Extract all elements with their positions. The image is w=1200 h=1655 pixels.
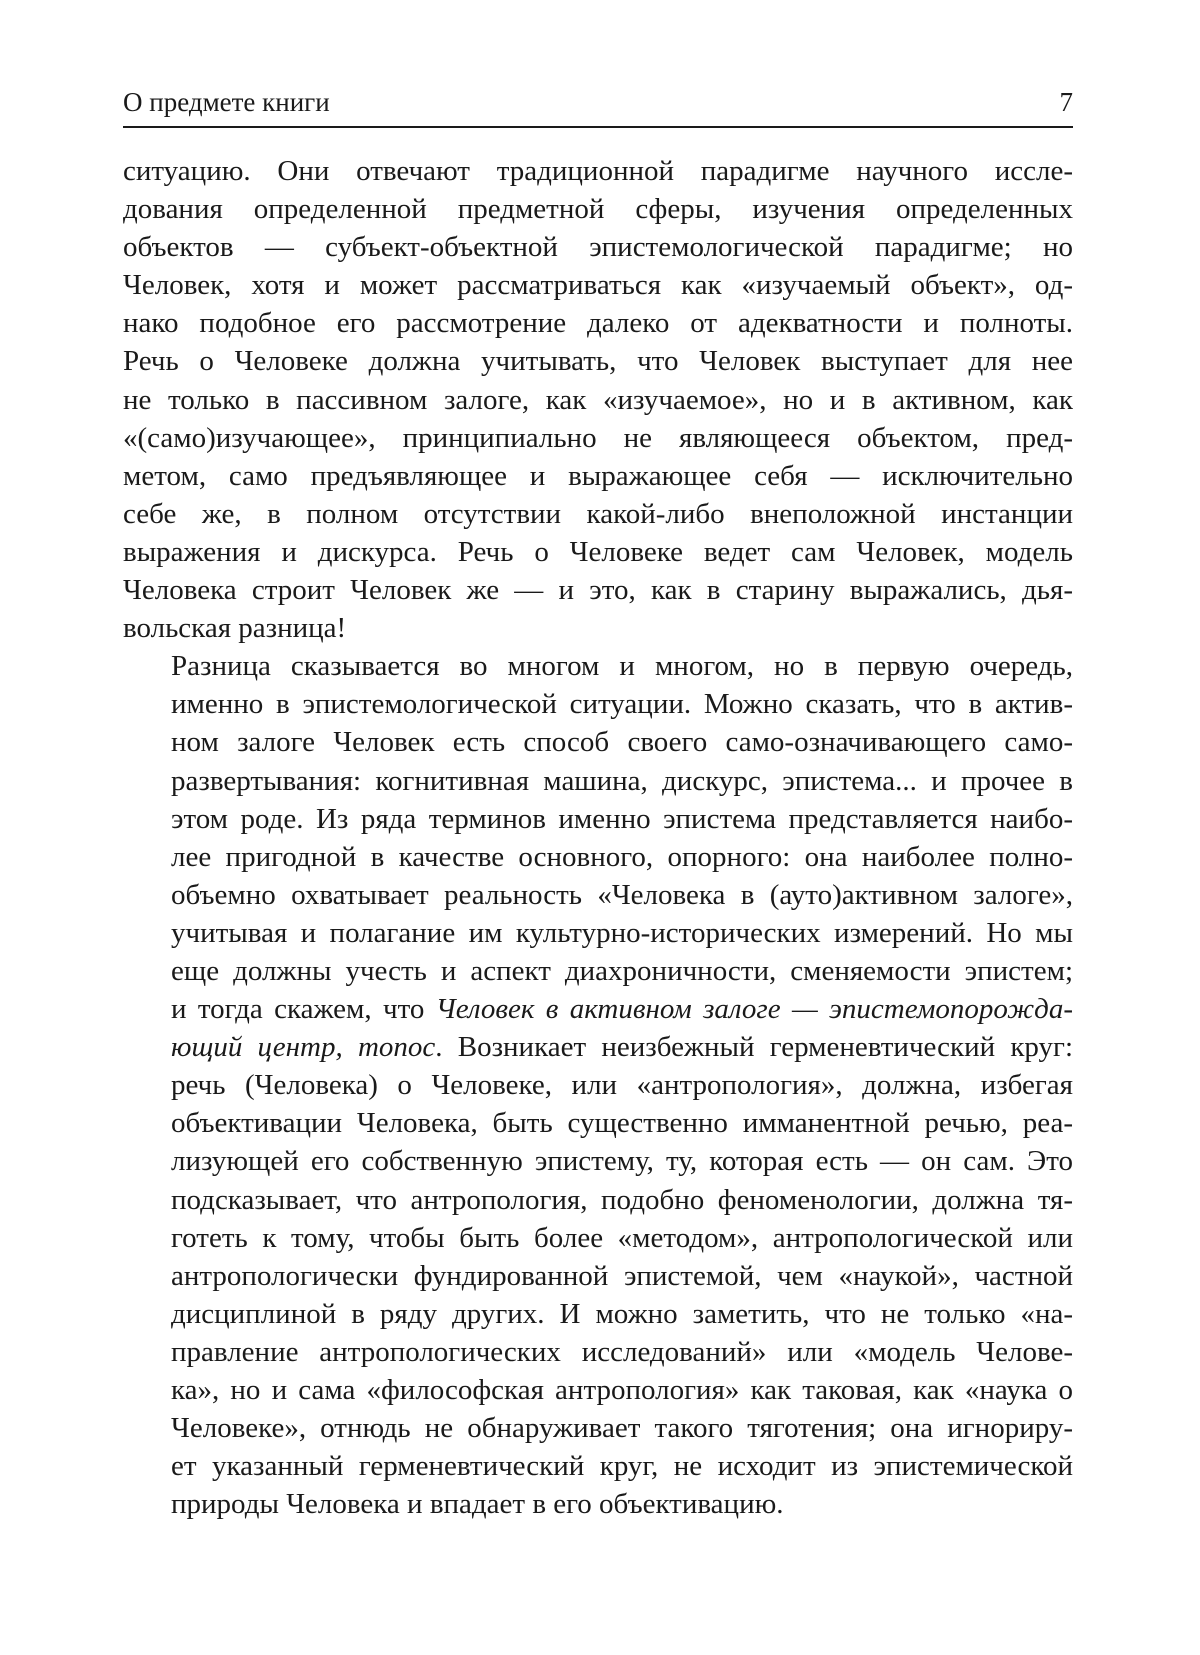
text-line: ном залоге Человек есть способ своего само-означивающего само- [171,726,1073,759]
text-line: дисциплиной в ряду других. И можно заметить, что не только «на- [171,1297,1073,1330]
text-line: ка», но и сама «философская антропология» как таковая, как «наука о [171,1374,1073,1406]
body-text [123,152,1073,1523]
text-line: дования определенной предметной сферы, изучения определенных [123,193,1073,226]
text-line: развертывания: когнитивная машина, дискурс, эпистема... и прочее в [171,764,1073,797]
paragraph-1 [123,152,1073,647]
text-line: Речь о Человеке должна учитывать, что Человек выступает для нее [123,345,1073,378]
text-run: и тогда скажем, что [171,993,436,1026]
text-line: ет указанный герменевтический круг, не исходит из эпистемической [171,1450,1073,1483]
text-line: готеть к тому, чтобы быть более «методом», антропологической или [171,1221,1073,1254]
text-line: вольская разница! [123,612,347,645]
text-line: речь (Человека) о Человеке, или «антропология», должна, избегая [171,1069,1073,1102]
text-line: метом, само предъявляющее и выражающее себя — исключительно [123,459,1073,492]
text-line: Разница сказывается во многом и многом, но в первую очередь, [171,650,1073,683]
text-line: не только в пассивном залоге, как «изучаемое», но и в активном, как [123,383,1073,416]
text-line: этом роде. Из ряда терминов именно эпистема представляется наибо- [171,802,1073,835]
text-line: подсказывает, что антропология, подобно феноменологии, должна тя- [171,1183,1073,1216]
text-line: Человеке», отнюдь не обнаруживает такого тяготения; она игнориру- [171,1412,1073,1445]
text-line: ситуацию. Они отвечают традиционной парадигме научного иссле- [123,155,1073,187]
text-run: . Возникает неизбежный герменевтический круг: [435,1031,1074,1064]
text-line-with-italic [123,1028,1073,1066]
text-line: правление антропологических исследований» или «модель Челове- [171,1335,1073,1368]
italic-emphasis: Человек в активном залоге — эпистемопорожда- [435,993,1073,1026]
text-line: объемно охватывает реальность «Человека в (ауто)активном залоге», [171,878,1073,911]
text-line: лее пригодной в качестве основного, опорного: она наиболее полно- [171,840,1073,873]
text-line-with-italic [123,990,1073,1028]
text-line: себе же, в полном отсутствии какой-либо внеположной инстанции [123,497,1073,530]
chapter-title: О предмете книги [123,87,330,117]
text-line: объективации Человека, быть существенно имманентной речью, реа- [171,1107,1073,1140]
running-header [123,84,1073,128]
book-page [123,84,1073,1523]
italic-emphasis: ющий центр, топос [171,1031,436,1064]
text-line: объектов — субъект-объектной эпистемологической парадигме; но [123,231,1073,264]
text-line: именно в эпистемологической ситуации. Можно сказать, что в актив- [171,688,1073,721]
text-line: еще должны учесть и аспект диахроничности, сменяемости эпистем; [171,954,1073,987]
text-line: Человека строит Человек же — и это, как в старину выражались, дья- [123,574,1073,607]
page-number: 7 [1059,87,1073,117]
text-line: Человек, хотя и может рассматриваться как «изучаемый объект», од- [123,269,1073,302]
text-line: лизующей его собственную эпистему, ту, которая есть — он сам. Это [171,1145,1073,1178]
text-line: антропологически фундированной эпистемой, чем «наукой», частной [171,1259,1073,1292]
text-line: нако подобное его рассмотрение далеко от адекватности и полноты. [123,307,1073,340]
text-line: природы Человека и впадает в его объективацию. [171,1488,784,1521]
text-line: учитывая и полагание им культурно-исторических измерений. Но мы [171,916,1073,949]
text-line: «(само)изучающее», принципиально не являющееся объектом, пред- [123,421,1073,454]
text-line: выражения и дискурса. Речь о Человеке ведет сам Человек, модель [123,535,1073,568]
paragraph-2 [123,647,1073,1523]
